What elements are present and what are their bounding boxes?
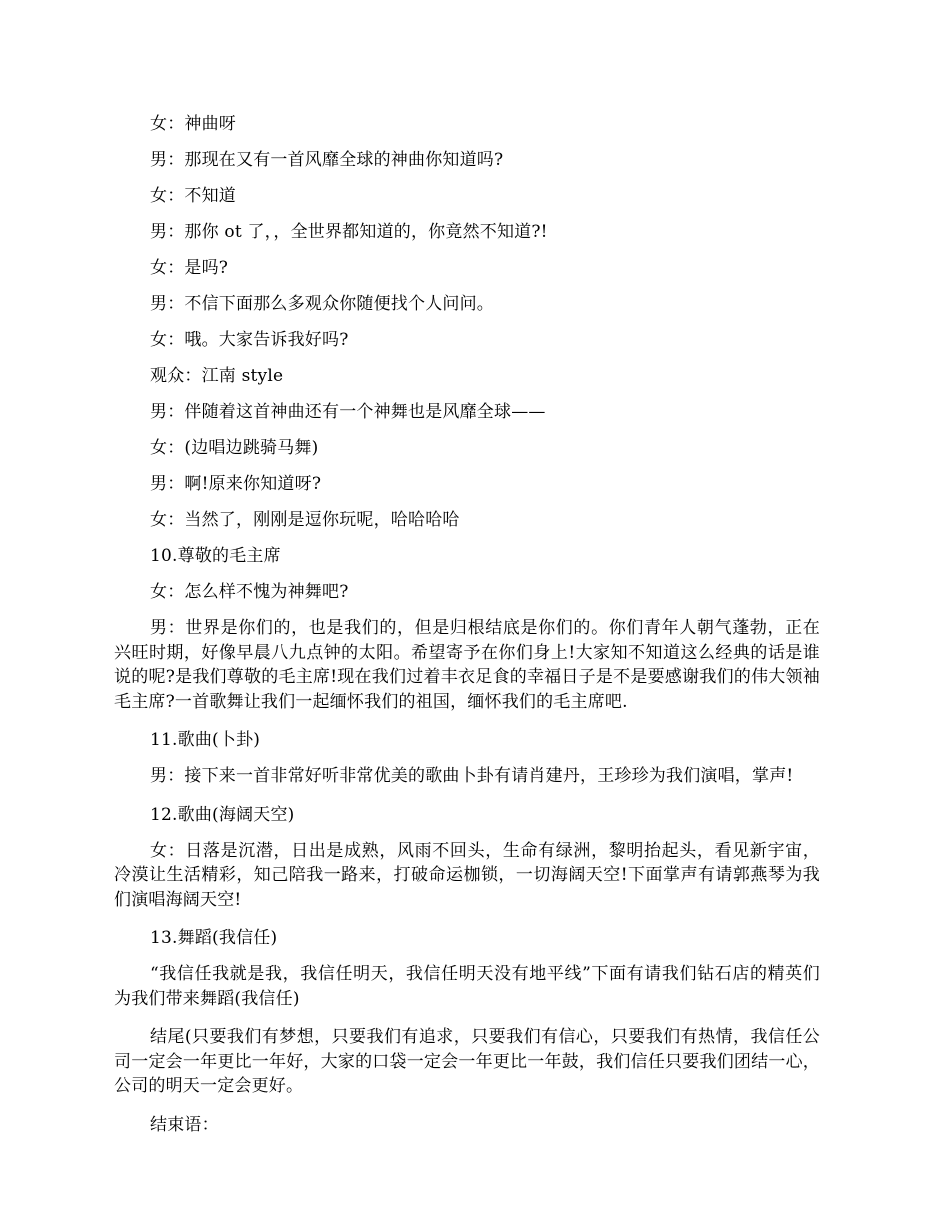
paragraph: 男：那现在又有一首风靡全球的神曲你知道吗? <box>150 150 504 170</box>
section-heading: 12.歌曲(海阔天空) <box>150 804 295 825</box>
paragraph: 男：不信下面那么多观众你随便找个人问问。 <box>150 294 494 314</box>
paragraph: 女：当然了，刚刚是逗你玩呢，哈哈哈哈 <box>150 510 460 530</box>
paragraph: 男：啊!原来你知道呀? <box>150 474 322 494</box>
section-heading: 13.舞蹈(我信任) <box>150 928 278 948</box>
paragraph: 男：接下来一首非常好听非常优美的歌曲卜卦有请肖建丹，王珍珍为我们演唱，掌声! <box>150 766 794 786</box>
paragraph: “我信任我就是我，我信任明天，我信任明天没有地平线”下面有请我们钻石店的精英们为我们带来舞蹈(我信任) <box>114 964 820 1009</box>
paragraph: 女：怎么样不愧为神舞吧? <box>150 582 349 602</box>
paragraph: 结尾(只要我们有梦想，只要我们有追求，只要我们有信心，只要我们有热情，我信任公司一定会一年更比一年好，大家的口袋一定会一年更比一年鼓，我们信任只要我们团结一心，公司的明天一定会更好。 <box>114 1027 820 1096</box>
section-heading: 10.尊敬的毛主席 <box>150 546 281 566</box>
paragraph: 女：(边唱边跳骑马舞) <box>150 438 319 458</box>
paragraph: 男：那你 ot 了，，全世界都知道的，你竟然不知道?! <box>150 222 548 242</box>
closing-heading: 结束语： <box>150 1114 219 1135</box>
paragraph: 男：伴随着这首神曲还有一个神舞也是风靡全球—— <box>150 402 546 422</box>
paragraph: 女：日落是沉潜，日出是成熟，风雨不回头，生命有绿洲，黎明抬起头，看见新宇宙，冷漠让生活精彩，知己陪我一路来，打破命运枷锁，一切海阔天空!下面掌声有请郭燕琴为我们演唱海阔天空! <box>114 840 820 910</box>
paragraph: 女：不知道 <box>150 186 236 206</box>
section-heading: 11.歌曲(卜卦) <box>150 730 261 750</box>
paragraph: 女：是吗? <box>150 258 229 278</box>
paragraph: 男：世界是你们的，也是我们的，但是归根结底是你们的。你们青年人朝气蓬勃，正在兴旺时期，好像早晨八九点钟的太阳。希望寄予在你们身上!大家知不知道这么经典的话是谁说的呢?是我们尊敬的毛主席!现在我们过着丰衣足食的幸福日子是不是要感谢我们的伟大领袖毛主席?一首歌舞让我们一起缅怀我们的祖国，缅怀我们的毛主席吧. <box>114 618 820 712</box>
paragraph: 女：神曲呀 <box>150 114 236 134</box>
paragraph: 女：哦。大家告诉我好吗? <box>150 330 349 350</box>
paragraph: 观众：江南 style <box>150 366 284 386</box>
